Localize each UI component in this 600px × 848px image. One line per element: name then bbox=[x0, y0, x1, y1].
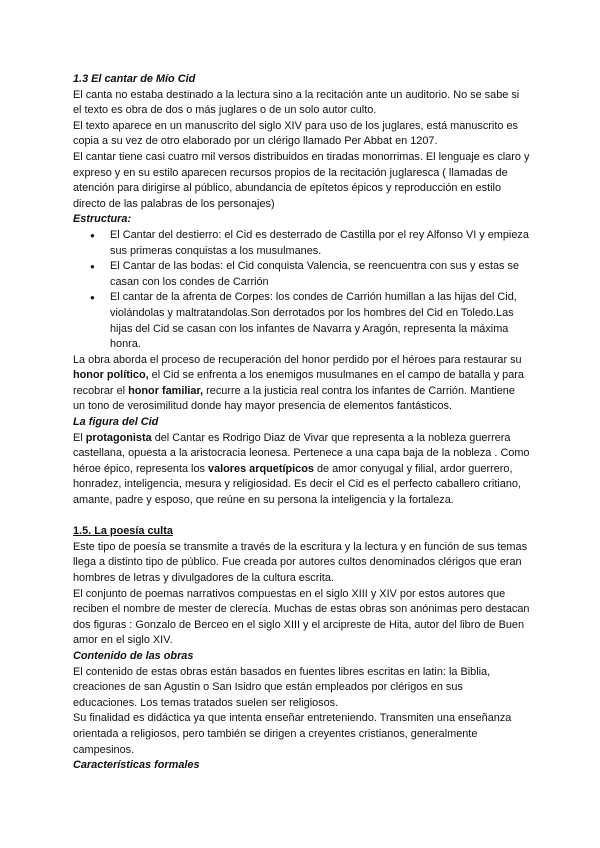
bold-term-honor-politico: honor político, bbox=[73, 369, 149, 382]
paragraph-honor bbox=[73, 353, 530, 415]
paragraph: El contenido de estas obras están basados en fuentes libres escritas en latin: la Biblia, creaciones de san Agustin o San Isidro que están empleados por clérigos en sus educaciones. Los temas tratados suelen ser religiosos. bbox=[73, 665, 491, 709]
subheading-figura-del-cid: La figura del Cid bbox=[73, 416, 159, 429]
bold-term-valores-arquetipicos: valores arquetípicos bbox=[208, 462, 314, 475]
paragraph-protagonista bbox=[73, 431, 530, 509]
text-span: recurre a la justicia real contra los infantes de Carrión. Mantiene un tono de verosimilitud donde hay mayor presencia de elementos fantásticos. bbox=[73, 384, 515, 413]
section-title-poesia-culta: 1.5. La poesía culta bbox=[73, 525, 173, 538]
list-item: ● El cantar de la afrenta de Corpes: los condes de Carrión humillan a las hijas del Cid, violándolas y maltratandolas.Son derrotados por los hombres del Cid en Toledo.Las hijas del Cid se casan con los infantes de Navarra y Aragón, representa la máxima honra. bbox=[110, 290, 530, 352]
subheading-caracteristicas: Características formales bbox=[73, 759, 200, 772]
text-span: el Cid se enfrenta a los enemigos musulmanes en el campo de batalla y para recobrar el bbox=[73, 369, 524, 397]
bold-term-honor-familiar: honor familiar, bbox=[128, 384, 204, 397]
text-span: La obra aborda el proceso de recuperación del honor perdido por el héroes para restaurar su bbox=[73, 353, 522, 366]
subheading-contenido: Contenido de las obras bbox=[73, 649, 194, 662]
paragraph: Este tipo de poesía se transmite a través de la escritura y la lectura y en función de sus temas llega a distinto tipo de público. Fue creada por autores cultos denominados clérigos que eran hombres de letras y divulgadores de la cultura escrita. bbox=[73, 540, 528, 584]
bold-term-protagonista: protagonista bbox=[85, 431, 152, 444]
list-item: ● El Cantar de las bodas: el Cid conquista Valencia, se reencuentra con sus y estas se casan con los condes de Carrión bbox=[110, 259, 530, 290]
estructura-list bbox=[73, 228, 530, 353]
paragraph: El cantar tiene casi cuatro mil versos distribuidos en tiradas monorrimas. El lenguaje es claro y expreso y en su estilo aparecen recursos propios de la recitación juglaresca ( llamadas de atención para dirigirse al público, abundancia de epítetos épicos y reproducción en estilo directo de las palabras de los personajes) bbox=[73, 150, 530, 210]
subheading-estructura: Estructura: bbox=[73, 213, 132, 226]
paragraph: El texto aparece en un manuscrito del siglo XIV para uso de los juglares, está manuscrito es copia a su vez de otro elaborado por un clérigo llamado Per Abbat en 1207. bbox=[73, 119, 518, 148]
paragraph: El canta no estaba destinado a la lectura sino a la recitación ante un auditorio. No se sabe si el texto es obra de dos o más juglares o de un solo autor culto. bbox=[73, 88, 520, 117]
paragraph: El conjunto de poemas narrativos compuestas en el siglo XIII y XIV por estos autores que reciben el nombre de mester de clerecía. Muchas de estas obras son anónimas pero destacan dos figuras : Gonzalo de Berceo en el siglo XIII y el arcipreste de Hita, autor del libro de Buen amor en el siglo XIV. bbox=[73, 587, 530, 647]
text-span: de amor conyugal y filial, ardor guerrero, honradez, inteligencia, mesura y religiosidad. Es decir el Cid es el perfecto caballero critiano, amante, padre y esposo, que reúne en su persona la inteligencia y la fortaleza. bbox=[73, 462, 521, 507]
section-title-cantar-mio-cid: 1.3 El cantar de Mío Cid bbox=[73, 73, 196, 85]
paragraph: Su finalidad es didáctica ya que intenta enseñar entreteniendo. Transmiten una enseñanza orientada a religiosos, pero también se dirigen a creyentes cristianos, generalmente campesinos. bbox=[73, 712, 512, 756]
list-item: ● El Cantar del destierro: el Cid es desterrado de Castilla por el rey Alfonso VI y empieza sus primeras conquistas a los musulmanes. bbox=[110, 228, 530, 259]
text-span: del Cantar es Rodrigo Diaz de Vivar que representa a la nobleza guerrera castellana, opuesta a la aristocracia leonesa. Pertenece a una capa baja de la nobleza . Como héroe épico, representa los bbox=[73, 431, 530, 475]
document-body bbox=[73, 72, 530, 774]
text-span: El bbox=[73, 431, 86, 444]
